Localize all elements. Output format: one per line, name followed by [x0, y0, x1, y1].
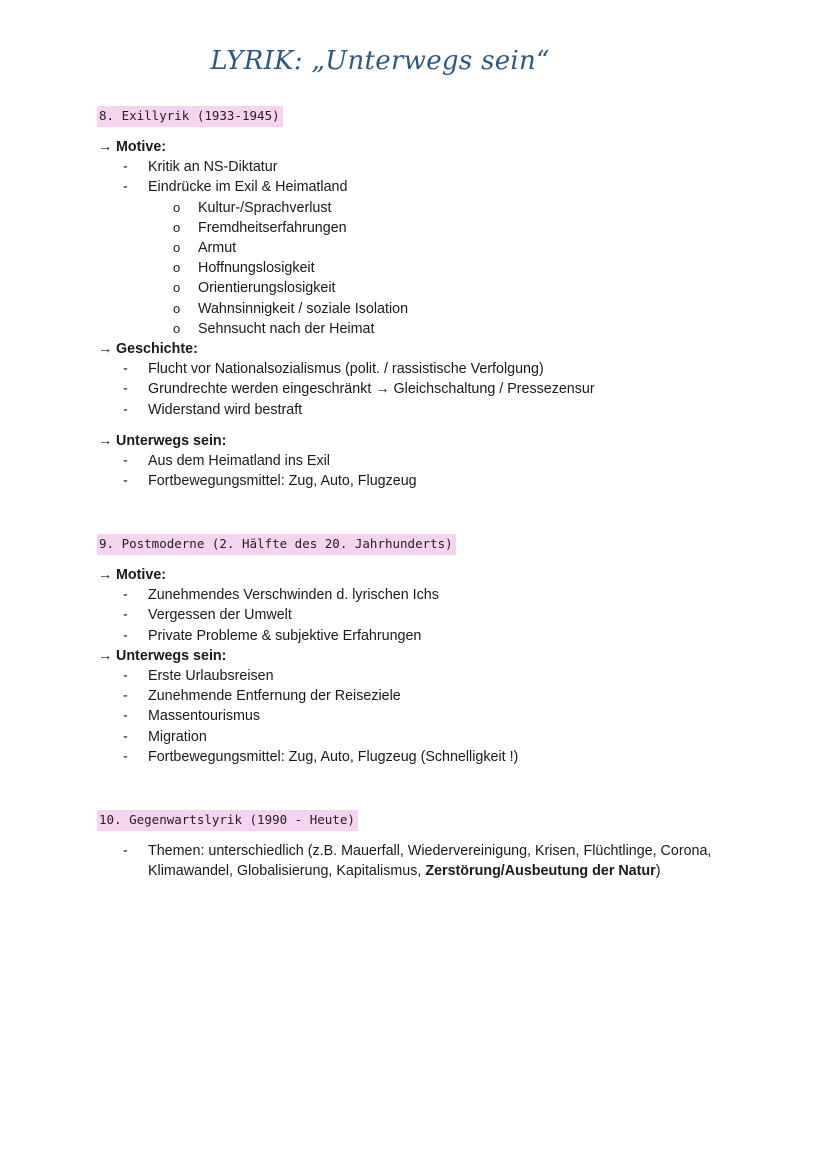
- themen-text: Themen: unterschiedlich (z.B. Mauerfall, Wiedervereinigung, Krisen, Flüchtlinge, Corona, Klimawandel, Globalisierung, Kapitalismus,: [148, 843, 712, 880]
- motive-heading: → Motive:: [98, 565, 738, 585]
- geschichte-heading: → Geschichte:: [98, 339, 738, 359]
- list-item: - Fortbewegungsmittel: Zug, Auto, Flugzeug (Schnelligkeit !): [123, 748, 519, 765]
- page-title: LYRIK: „Unterwegs sein“: [210, 46, 550, 76]
- section-gegenwartslyrik: [98, 841, 738, 881]
- list-item: - Vergessen der Umwelt: [123, 607, 292, 624]
- list-item: - Themen: unterschiedlich (z.B. Mauerfall, Wiedervereinigung, Krisen, Flüchtlinge, Corona, Klimawandel, Globalisierung, Kapitalismus, Zerstörung/Ausbeutung der Natur): [123, 843, 712, 880]
- list-item: - Widerstand wird bestraft: [123, 401, 303, 418]
- motive-heading: → Motive:: [98, 137, 738, 157]
- list-item: - Kritik an NS-Diktatur: [123, 159, 278, 176]
- sub-list-item: o Kultur-/Sprachverlust: [173, 199, 332, 216]
- section-heading-exillyrik: 8. Exillyrik (1933-1945): [97, 106, 283, 127]
- list-item: - Zunehmendes Verschwinden d. lyrischen Ichs: [123, 587, 439, 604]
- list-item: - Eindrücke im Exil & Heimatland: [123, 179, 348, 196]
- section-postmoderne: [98, 565, 738, 767]
- arrow-icon: →: [98, 647, 113, 664]
- section-exillyrik: [98, 137, 738, 491]
- themen-bold: Zerstörung/Ausbeutung der Natur: [425, 863, 656, 880]
- arrow-icon: →: [98, 139, 113, 155]
- list-item: - Private Probleme & subjektive Erfahrungen: [123, 627, 422, 644]
- sub-list-item: o Fremdheitserfahrungen: [173, 219, 347, 236]
- list-item: - Zunehmende Entfernung der Reiseziele: [123, 688, 401, 705]
- list-item: - Flucht vor Nationalsozialismus (polit. / rassistische Verfolgung): [123, 361, 544, 378]
- sub-list-item: o Orientierungslosigkeit: [173, 280, 336, 297]
- unterwegs-heading: → Unterwegs sein:: [98, 431, 738, 451]
- sub-list-item: o Sehnsucht nach der Heimat: [173, 320, 375, 337]
- list-item: - Migration: [123, 728, 207, 745]
- sub-list-item: o Wahnsinnigkeit / soziale Isolation: [173, 300, 409, 317]
- arrow-icon: →: [98, 341, 113, 358]
- list-item: - Grundrechte werden eingeschränkt → Gleichschaltung / Pressezensur: [123, 381, 595, 398]
- list-item: - Aus dem Heimatland ins Exil: [123, 453, 330, 470]
- arrow-icon: →: [98, 567, 113, 583]
- section-heading-postmoderne: 9. Postmoderne (2. Hälfte des 20. Jahrhunderts): [97, 534, 456, 555]
- list-item: - Massentourismus: [123, 708, 261, 725]
- arrow-icon: →: [98, 432, 113, 449]
- section-heading-gegenwartslyrik: 10. Gegenwartslyrik (1990 - Heute): [97, 810, 358, 831]
- list-item: - Fortbewegungsmittel: Zug, Auto, Flugzeug: [123, 473, 417, 490]
- unterwegs-heading: → Unterwegs sein:: [98, 646, 738, 666]
- sub-list-item: o Armut: [173, 240, 237, 257]
- sub-list-item: o Hoffnungslosigkeit: [173, 260, 315, 277]
- list-item: - Erste Urlaubsreisen: [123, 668, 274, 685]
